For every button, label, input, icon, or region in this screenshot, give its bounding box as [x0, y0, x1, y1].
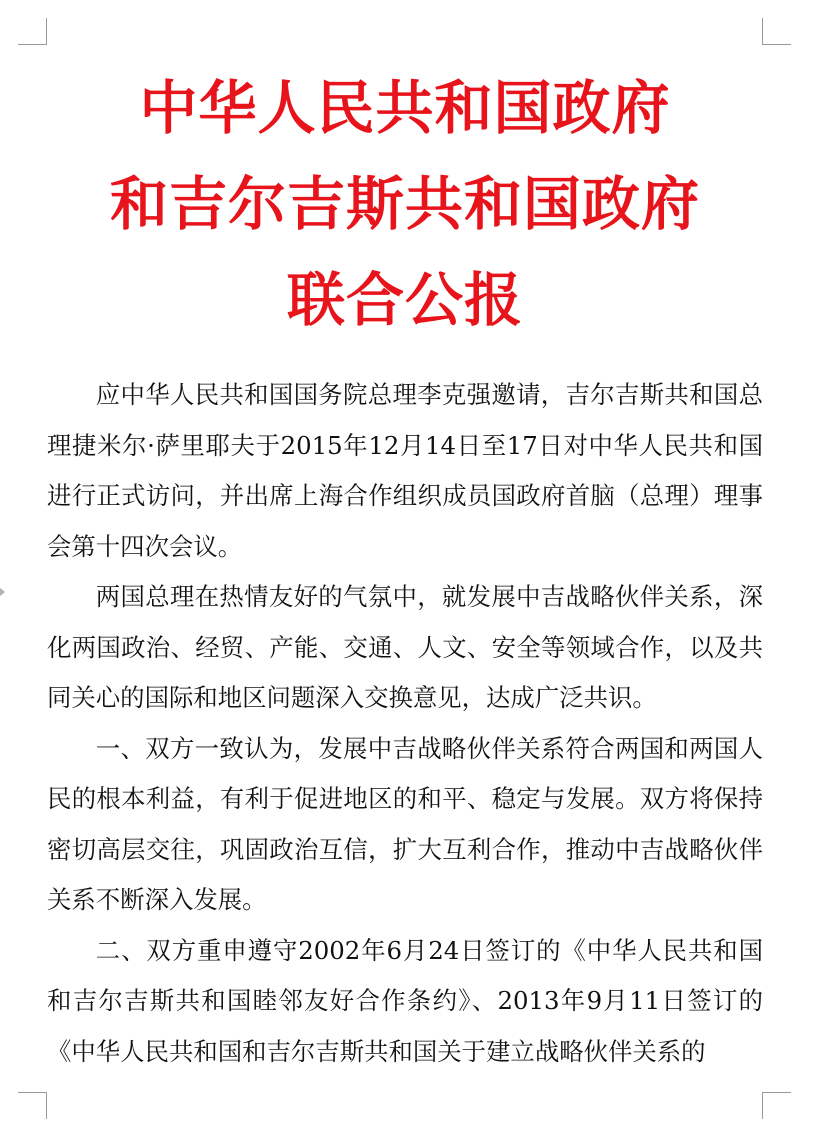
title-line: 联合公报 [286, 266, 523, 334]
paragraph: 一、双方一致认为，发展中吉战略伙伴关系符合两国和两国人民的根本利益，有利于促进地区的和平、稳定与发展。双方将保持密切高层交往，巩固政治互信，扩大互利合作，推动中吉战略伙伴关系不断深入发展。 [47, 733, 763, 914]
title-line: 和吉尔吉斯共和国政府 [109, 170, 700, 238]
corner-mark-top-left [18, 18, 47, 45]
paragraph: 二、双方重申遵守2002年6月24日签订的《中华人民共和国和吉尔吉斯共和国睦邻友好合作条约》、2013年9月11日签订的《中华人民共和国和吉尔吉斯共和国关于建立战略伙伴关系的 [47, 935, 763, 1066]
paragraph: 应中华人民共和国国务院总理李克强邀请，吉尔吉斯共和国总理捷米尔·萨里耶夫于2015年12月14日至17日对中华人民共和国进行正式访问，并出席上海合作组织成员国政府首脑（总理）理事会第十四次会议。 [47, 380, 763, 561]
document-body [47, 370, 763, 1077]
corner-mark-top-right [762, 18, 791, 45]
title-line: 中华人民共和国政府 [139, 74, 671, 142]
corner-mark-bottom-right [762, 1092, 791, 1119]
corner-mark-bottom-left [18, 1092, 47, 1119]
margin-marker-icon [0, 588, 5, 596]
document-title [46, 60, 764, 348]
paragraph: 两国总理在热情友好的气氛中，就发展中吉战略伙伴关系，深化两国政治、经贸、产能、交通、人文、安全等领域合作，以及共同关心的国际和地区问题深入交换意见，达成广泛共识。 [47, 582, 763, 712]
